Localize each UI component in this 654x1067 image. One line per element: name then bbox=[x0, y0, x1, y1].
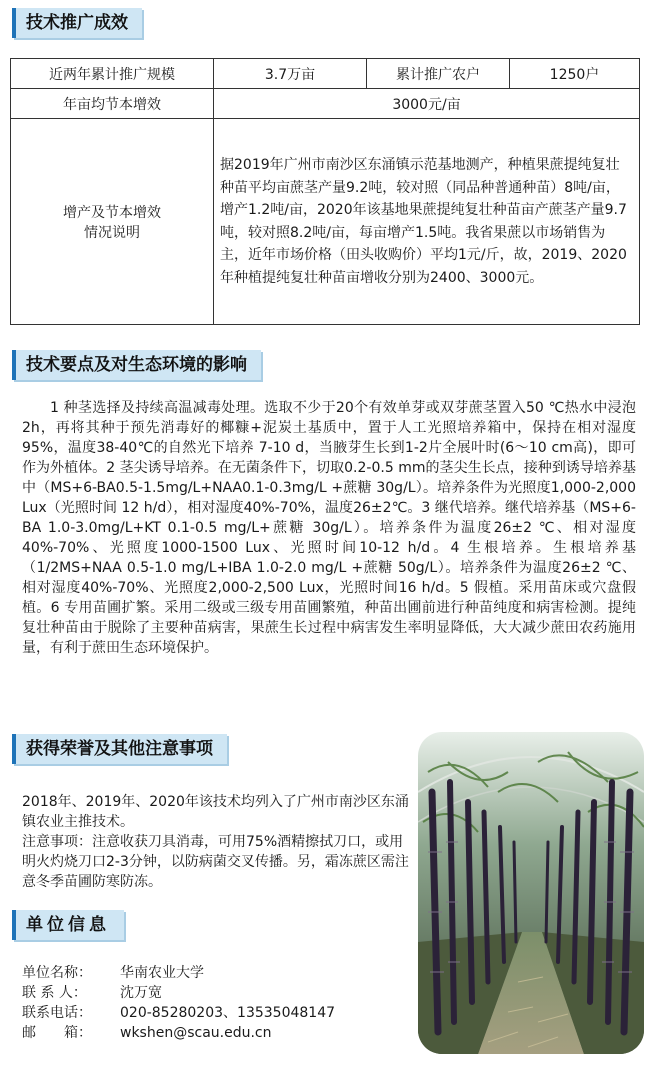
table-row bbox=[11, 119, 640, 325]
benefit-value: 3000元/亩 bbox=[214, 89, 640, 119]
table-row bbox=[11, 59, 640, 89]
technical-points-text: 1 种茎选择及持续高温减毒处理。选取不少于20个有效单芽或双芽蔗茎置入50 ℃热水中浸泡2h，再将其种于预先消毒好的椰糠+泥炭土基质中，置于人工光照培养箱中，保持在相对湿度95%，温度38-40℃的自然光下培养 7-10 d，当腋芽生长到1-2片全展叶时(6～10 cm高)，即可作为外植体。2 茎尖诱导培养。在无菌条件下，切取0.2-0.5 mm的茎尖生长点，接种到诱导培养基中（MS+6-BA0.5-1.5mg/L+NAA0.1-0.3mg/L +蔗糖 30g/L）。培养条件为光照度1,000-2,000 Lux（光照时间 12 h/d），相对湿度40%-70%，温度26±2℃。3 继代培养。继代培养基（MS+6-BA 1.0-3.0mg/L+KT 0.1-0.5 mg/L+蔗糖 30g/L）。培养条件为温度26±2 ℃、相对湿度40%-70%、光照度1000-1500 Lux、光照时间10-12 h/d。4 生根培养。生根培养基（1/2MS+NAA 0.5-1.0 mg/L+IBA 1.0-2.0 mg/L +蔗糖 50g/L）。培养条件为温度26±2 ℃、相对湿度40%-70%、光照度2,000-2,500 Lux，光照时间16 h/d。5 假植。采用苗床或穴盘假植。6 专用苗圃扩繁。采用二级或三级专用苗圃繁殖，种苗出圃前进行种苗纯度和病害检测。提纯复壮种苗由于脱除了主要种苗病害，果蔗生长过程中病害发生率明显降低，大大减少蔗田农药施用量，有利于蔗田生态环境保护。 bbox=[22, 400, 636, 656]
explanation-label-line1: 增产及节本增效 bbox=[63, 204, 161, 221]
unit-label: 单位名称： bbox=[22, 965, 92, 981]
notes-text: 注意事项：注意收获刀具消毒，可用75%酒精擦拭刀口，或用明火灼烧刀口2-3分钟，以防病菌交叉传播。另，霜冻蔗区需注意冬季苗圃防寒防冻。 bbox=[22, 834, 409, 890]
contact-row-phone bbox=[22, 1003, 335, 1023]
honors-text: 2018年、2019年、2020年该技术均列入了广州市南沙区东涌镇农业主推技术。 bbox=[22, 794, 409, 830]
scale-label: 近两年累计推广规模 bbox=[11, 59, 214, 89]
phone-label: 联系电话： bbox=[22, 1005, 92, 1021]
explanation-label-line2: 情况说明 bbox=[84, 224, 140, 241]
section-title-unit: 单位信息 bbox=[12, 910, 124, 940]
contact-row-person bbox=[22, 983, 335, 1003]
scale-value: 3.7万亩 bbox=[214, 59, 367, 89]
promotion-table bbox=[10, 58, 640, 325]
contact-block bbox=[22, 963, 335, 1043]
sugarcane-illustration bbox=[418, 732, 644, 1054]
section-title-points: 技术要点及对生态环境的影响 bbox=[12, 350, 261, 380]
person-label: 联 系 人： bbox=[22, 985, 87, 1001]
explanation-text: 据2019年广州市南沙区东涌镇示范基地测产，种植果蔗提纯复壮种苗平均亩蔗茎产量9.2吨，较对照（同品种普通种苗）8吨/亩，增产1.2吨/亩，2020年该基地果蔗提纯复壮种苗亩产蔗茎产量9.7吨，较对照8.2吨/亩，每亩增产1.5吨。我省果蔗以市场销售为主，近年市场价格（田头收购价）平均1元/斤，故，2019、2020年种植提纯复壮种苗亩增收分别为2400、3000元。 bbox=[214, 119, 640, 325]
email-value: wkshen@scau.edu.cn bbox=[120, 1025, 272, 1041]
explanation-label bbox=[11, 119, 214, 325]
phone-value: 020-85280203、13535048147 bbox=[120, 1005, 336, 1021]
contact-row-unit bbox=[22, 963, 335, 983]
farmers-label: 累计推广农户 bbox=[367, 59, 510, 89]
farmers-value: 1250户 bbox=[510, 59, 640, 89]
benefit-label: 年亩均节本增效 bbox=[11, 89, 214, 119]
email-label: 邮 箱： bbox=[22, 1025, 92, 1041]
person-value: 沈万宽 bbox=[120, 985, 162, 1001]
unit-value: 华南农业大学 bbox=[120, 965, 204, 981]
honors-block bbox=[22, 792, 414, 892]
contact-row-email bbox=[22, 1023, 335, 1043]
table-row bbox=[11, 89, 640, 119]
sugarcane-nursery-photo bbox=[418, 732, 644, 1054]
section-title-effect: 技术推广成效 bbox=[12, 8, 142, 38]
section-title-honors: 获得荣誉及其他注意事项 bbox=[12, 734, 227, 764]
